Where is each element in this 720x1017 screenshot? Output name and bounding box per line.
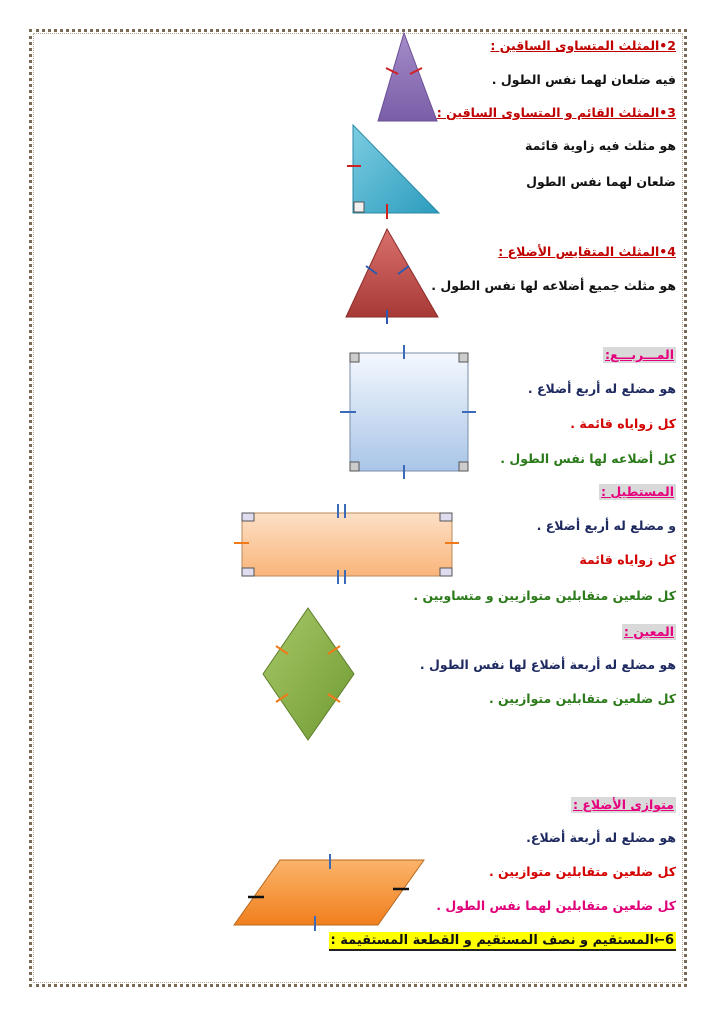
equilateral-triangle-shape <box>340 226 445 322</box>
rhombus-desc-1: هو مضلع له أربعة أضلاع لها نفس الطول . <box>419 657 676 672</box>
rhombus-shape <box>256 604 360 744</box>
heading-parallelogram: متوازى الأضلاع : <box>572 797 674 812</box>
square-desc-3: كل أضلاعه لها نفس الطول . <box>500 451 676 466</box>
heading-rhombus: المعين : <box>623 624 674 639</box>
rectangle-desc-3: كل ضلعين متقابلين متوازيين و متساويين . <box>413 588 676 603</box>
equilateral-desc: هو مثلث جميع أضلاعه لها نفس الطول . <box>431 278 676 293</box>
heading-equilateral: 4•المثلث المتقايس الأضلاع : <box>498 244 676 259</box>
square-shape <box>338 343 473 478</box>
rectangle-desc-2: كل زواياه قائمة <box>579 552 676 567</box>
isosceles-triangle-shape <box>370 30 440 125</box>
heading-square: المـــربـــع: <box>604 347 674 362</box>
heading-rectangle: المستطيل : <box>601 484 674 499</box>
isosceles-desc: فيه ضلعان لهما نفس الطول . <box>491 72 676 87</box>
heading-right-isosceles: 3•المثلث القائم و المتساوى الساقين : <box>436 105 676 120</box>
parallelogram-desc-1: هو مضلع له أربعة أضلاع. <box>526 830 676 845</box>
heading-isosceles: 2•المثلث المتساوى الساقين : <box>490 38 676 53</box>
right-isosceles-desc-1: هو مثلث فيه زاوية قائمة <box>524 138 676 153</box>
parallelogram-desc-3: كل ضلعين متقابلين لهما نفس الطول . <box>436 898 676 913</box>
square-desc-2: كل زواياه قائمة . <box>570 416 676 431</box>
rectangle-desc-1: و مضلع له أربع أضلاع . <box>536 518 676 533</box>
square-desc-1: هو مضلع له أربع أضلاع . <box>527 381 676 396</box>
heading-lines-rays-segments: 6←المستقيم و نصف المستقيم و القطعة المستقيمة : <box>329 932 676 951</box>
rectangle-shape <box>233 500 463 590</box>
parallelogram-desc-2: كل ضلعين متقابلين متوازيين . <box>488 864 676 879</box>
right-isosceles-desc-2: ضلعان لهما نفس الطول <box>526 174 676 189</box>
right-triangle-shape <box>345 122 445 217</box>
parallelogram-shape <box>230 853 430 933</box>
rhombus-desc-2: كل ضلعين متقابلين متوازيين . <box>488 691 676 706</box>
